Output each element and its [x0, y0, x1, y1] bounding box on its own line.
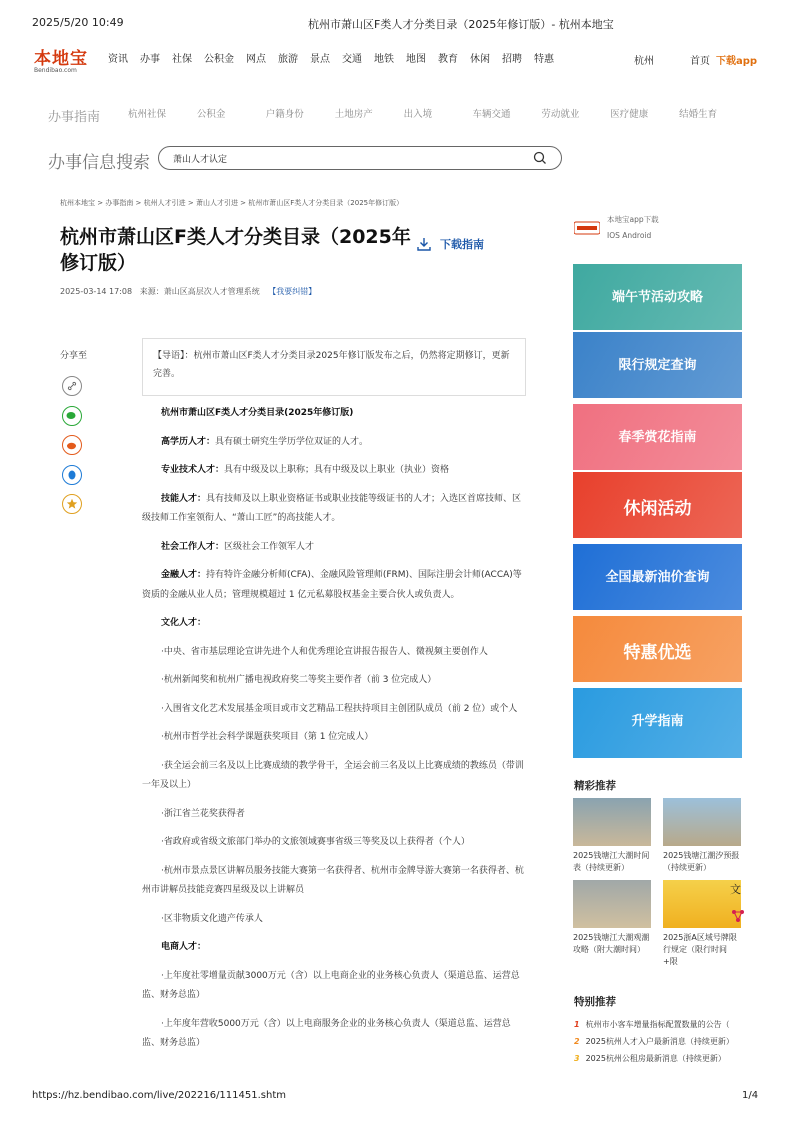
app-title[interactable]: 本地宝app下载: [607, 215, 659, 224]
app-platforms[interactable]: IOS Android: [607, 231, 652, 240]
category-item[interactable]: 结婚生育: [679, 109, 718, 120]
category-bar: [48, 106, 748, 125]
article-source: 来源：萧山区高层次人才管理系统: [139, 287, 260, 296]
paragraph-text: 具有技师及以上职业资格证书或职业技能等级证书的人才；入选区首席技师、区级技师工作室领衔人、“萧山工匠”的高技能人才。: [142, 493, 522, 523]
paragraph-text: ·浙江省兰花奖获得者: [161, 808, 245, 819]
banner-label: 全国最新油价查询: [605, 570, 710, 585]
logo-sub: Bendibao.com: [34, 67, 77, 74]
article-paragraph: [142, 404, 528, 424]
nav-item[interactable]: 办事: [140, 54, 160, 65]
paragraph-heading: 高学历人才：: [161, 436, 216, 447]
nav-item[interactable]: 景点: [310, 54, 330, 65]
sidebar-banner[interactable]: [573, 616, 742, 682]
sidebar-banner[interactable]: [573, 332, 742, 398]
article-body: [142, 404, 528, 1063]
article-lead: 【导语】：杭州市萧山区F类人才分类目录2025年修订版发布之后，仍然将定期修订，更新完善。: [142, 338, 526, 396]
nav-item[interactable]: 休闲: [470, 54, 490, 65]
download-icon: [416, 236, 432, 252]
article-paragraph: [142, 643, 528, 663]
category-item[interactable]: 土地房产: [334, 109, 373, 120]
link-icon: [67, 381, 77, 391]
banner-label: 限行规定查询: [618, 358, 697, 373]
print-datetime: 2025/5/20 10:49: [32, 16, 124, 29]
sidebar-banner[interactable]: [573, 544, 742, 610]
app-logo-icon: [574, 220, 600, 236]
paragraph-text: ·省政府或省级文旅部门举办的文旅领域赛事省级三等奖及以上获得者（个人）: [161, 837, 470, 847]
share-link-button[interactable]: [62, 376, 82, 396]
footer-page: 1/4: [742, 1090, 759, 1101]
article-paragraph: [142, 700, 528, 720]
wechat-icon: [66, 411, 78, 421]
nav-item[interactable]: 招聘: [502, 54, 522, 65]
app-download-info: [607, 212, 659, 244]
featured-item[interactable]: [573, 798, 651, 874]
share-qq-button[interactable]: [62, 465, 82, 485]
banner-label: 升学指南: [631, 714, 684, 729]
featured-item[interactable]: [663, 798, 741, 874]
category-first[interactable]: 办事指南: [48, 110, 101, 125]
paragraph-heading: 专业技术人才：: [161, 465, 225, 475]
category-item[interactable]: 车辆交通: [472, 109, 511, 120]
sidebar-banner[interactable]: [573, 264, 742, 330]
category-item[interactable]: 公积金: [196, 109, 226, 120]
nav-item[interactable]: 地铁: [374, 54, 394, 65]
breadcrumb[interactable]: 杭州本地宝 > 办事指南 > 杭州人才引进 > 萧山人才引进 > 杭州市萧山区F类人才分类目录（2025年修订版）: [60, 199, 404, 207]
paragraph-text: 持有特许金融分析师(CFA)、金融风险管理师(FRM)、国际注册会计师(ACCA)等资质的金融从业人员；管理规模超过 1 亿元私募股权基金主要合伙人或负责人。: [142, 570, 522, 600]
footer-url: https://hz.bendibao.com/live/202216/111451.shtm: [32, 1090, 286, 1101]
home-link[interactable]: 首页: [690, 56, 710, 67]
article-paragraph: [142, 833, 528, 853]
paragraph-text: ·杭州新闻奖和杭州广播电视政府奖二等奖主要作者（前 3 位完成人）: [161, 675, 437, 685]
svg-text:文: 文: [730, 883, 741, 896]
featured-thumbnail: [663, 798, 741, 846]
paragraph-heading: 技能人才：: [161, 493, 207, 504]
banner-label: 春季赏花指南: [618, 430, 697, 445]
paragraph-heading: 杭州市萧山区F类人才分类目录(2025年修订版): [161, 408, 354, 418]
paragraph-text: ·入围省文化艺术发展基金项目或市文艺精品工程扶持项目主创团队成员（前 2 位）或个人: [161, 703, 518, 714]
special-rank: 3: [574, 1054, 580, 1063]
site-logo[interactable]: [34, 44, 96, 74]
paragraph-text: ·杭州市哲学社会科学课题获奖项目（第 1 位完成人）: [161, 732, 374, 742]
article-paragraph: [142, 1015, 528, 1054]
qq-icon: [67, 470, 77, 481]
paragraph-text: ·中央、省市基层理论宣讲先进个人和优秀理论宣讲报告报告人、微视频主要创作人: [161, 646, 488, 657]
article-paragraph: [142, 566, 528, 605]
search-title: 办事信息搜索: [48, 153, 150, 173]
sidebar-banner[interactable]: [573, 472, 742, 538]
search-icon[interactable]: [533, 151, 547, 165]
special-item[interactable]: [574, 1050, 734, 1067]
nav-item[interactable]: 特惠: [534, 54, 554, 65]
article-paragraph: [142, 862, 528, 901]
paragraph-text: 具有中级及以上职称；具有中级及以上职业（执业）资格: [224, 465, 450, 475]
special-title: 特别推荐: [574, 996, 616, 1008]
logo-text: 本地宝: [34, 49, 88, 69]
featured-thumbnail: [573, 880, 651, 928]
search-input[interactable]: [171, 152, 515, 164]
print-doc-title: 杭州市萧山区F类人才分类目录（2025年修订版）- 杭州本地宝: [308, 18, 614, 31]
nav-item[interactable]: 网点: [246, 54, 266, 65]
app-logo[interactable]: [574, 220, 600, 239]
category-item[interactable]: 劳动就业: [541, 109, 580, 120]
paragraph-text: ·上年度社零增量贡献3000万元（含）以上电商企业的业务核心负责人（渠道总监、运营总监、财务总监）: [142, 970, 520, 1000]
special-list: [574, 1016, 734, 1067]
article-title: 杭州市萧山区F类人才分类目录（2025年修订版）: [60, 226, 411, 274]
banner-label: 特惠优选: [623, 643, 692, 663]
share-wechat-button[interactable]: [62, 406, 82, 426]
paragraph-text: ·区非物质文化遗产传承人: [161, 913, 263, 924]
banner-label: 休闲活动: [623, 499, 692, 519]
category-item[interactable]: 医疗健康: [610, 109, 649, 120]
download-guide-label: 下载指南: [440, 238, 484, 251]
city-switch[interactable]: 杭州: [634, 56, 654, 67]
article-paragraph: [142, 671, 528, 691]
molecule-icon[interactable]: [730, 908, 746, 927]
article-paragraph: [142, 805, 528, 825]
article-paragraph: [142, 538, 528, 558]
paragraph-text: ·获全运会前三名及以上比赛成绩的教学骨干，全运会前三名及以上比赛成绩的教练员（带训一年及以上）: [142, 760, 524, 790]
paragraph-text: ·上年度年营收5000万元（含）以上电商服务企业的业务核心负责人（渠道总监、运营总监、财务总监）: [142, 1018, 511, 1048]
article-date: 2025-03-14 17:08: [60, 287, 133, 296]
article-paragraph: [142, 490, 528, 529]
featured-caption: 2025钱塘江大潮时间表（持续更新）: [573, 851, 650, 872]
nav-item[interactable]: 交通: [342, 54, 362, 65]
translate-icon[interactable]: [730, 882, 744, 899]
share-label: 分享至: [60, 351, 88, 361]
special-rank: 2: [574, 1037, 580, 1046]
share-favorite-button[interactable]: [62, 494, 82, 514]
special-item[interactable]: [574, 1016, 734, 1033]
article-paragraph: [142, 433, 528, 453]
paragraph-text: 具有硕士研究生学历学位双证的人才。: [215, 436, 369, 447]
share-weibo-button[interactable]: [62, 435, 82, 455]
category-item[interactable]: 户籍身份: [265, 109, 304, 120]
featured-title: 精彩推荐: [574, 780, 616, 792]
article-paragraph: [142, 757, 528, 796]
featured-item[interactable]: [573, 880, 651, 956]
article-paragraph: [142, 967, 528, 1006]
sidebar-banner[interactable]: [573, 688, 742, 758]
sidebar-banner[interactable]: [573, 404, 742, 470]
article-paragraph: [142, 728, 528, 748]
top-nav: [108, 50, 566, 65]
download-guide-button[interactable]: [416, 236, 484, 252]
paragraph-text: ·杭州市景点景区讲解员服务技能大赛第一名获得者、杭州市金牌导游大赛第一名获得者、杭州市讲解员技能竞赛四星级及以上讲解员: [142, 865, 524, 895]
article-paragraph: [142, 614, 528, 634]
category-item[interactable]: 出入境: [403, 109, 433, 120]
nav-item[interactable]: 社保: [172, 54, 192, 65]
paragraph-heading: 电商人才：: [161, 942, 207, 952]
nav-item[interactable]: 地图: [406, 54, 426, 65]
weibo-icon: [66, 440, 78, 450]
category-item[interactable]: 杭州社保: [128, 109, 167, 120]
nav-item[interactable]: 公积金: [204, 54, 234, 65]
nav-item[interactable]: 旅游: [278, 54, 298, 65]
download-app-link[interactable]: 下载app: [716, 56, 758, 67]
article-paragraph: [142, 938, 528, 958]
special-text: 杭州市小客车增量指标配置数量的公告（: [585, 1020, 730, 1029]
featured-caption: 2025浙A区域号牌限行规定（限行时间+限: [663, 933, 737, 966]
nav-item[interactable]: 教育: [438, 54, 458, 65]
special-text: 2025杭州公租房最新消息（持续更新）: [585, 1054, 726, 1063]
search-box: [158, 146, 562, 170]
banner-label: 端午节活动攻略: [611, 290, 703, 305]
article-paragraph: [142, 910, 528, 930]
paragraph-text: 区级社会工作领军人才: [224, 541, 315, 552]
star-icon: [66, 498, 78, 510]
nav-item[interactable]: 资讯: [108, 54, 128, 65]
paragraph-heading: 金融人才：: [161, 570, 207, 580]
special-rank: 1: [574, 1020, 580, 1029]
featured-thumbnail: [573, 798, 651, 846]
paragraph-heading: 文化人才：: [161, 618, 207, 628]
article-meta: [60, 286, 316, 297]
special-text: 2025杭州人才入户最新消息（持续更新）: [585, 1037, 734, 1046]
report-error-link[interactable]: 【我要纠错】: [268, 287, 317, 296]
featured-caption: 2025钱塘江大潮观潮攻略（附大潮时间）: [573, 933, 650, 954]
article-paragraph: [142, 461, 528, 481]
special-item[interactable]: [574, 1033, 734, 1050]
featured-caption: 2025钱塘江潮汐预报（持续更新）: [663, 851, 740, 872]
paragraph-heading: 社会工作人才：: [161, 541, 225, 552]
